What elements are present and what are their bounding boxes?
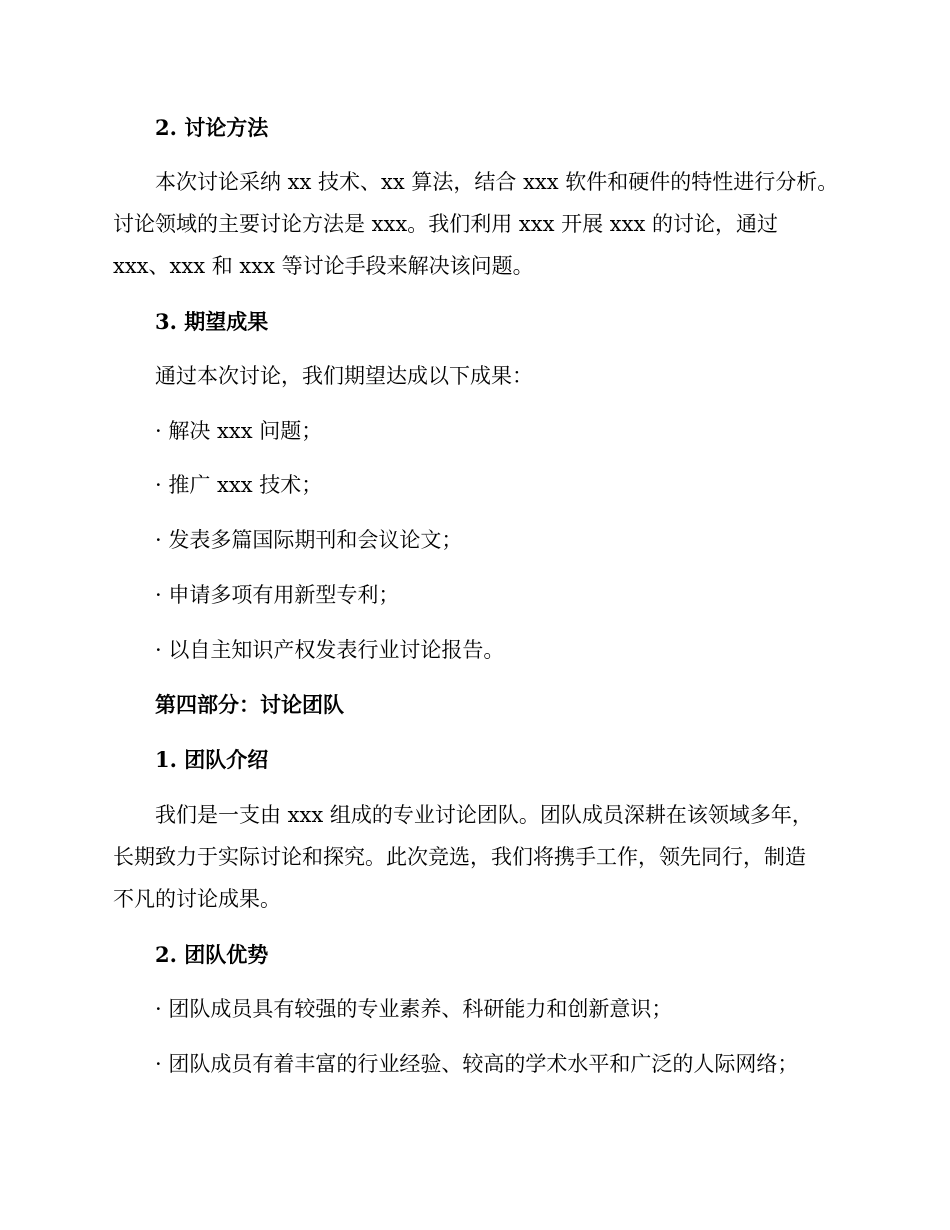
heading-part-four: 第四部分：讨论团队 — [155, 692, 344, 717]
list-item: · 申请多项有用新型专利； — [155, 583, 400, 607]
paragraph-line: 不凡的讨论成果。 — [113, 887, 281, 911]
list-item: · 解决 xxx 问题； — [155, 419, 323, 443]
list-item: · 发表多篇国际期刊和会议论文； — [155, 528, 463, 552]
heading-team-advantages: 2. 团队优势 — [155, 942, 269, 967]
results-intro: 通过本次讨论，我们期望达成以下成果： — [155, 364, 533, 388]
heading-team-intro: 1. 团队介绍 — [155, 747, 269, 772]
paragraph-line: 讨论领域的主要讨论方法是 xxx。我们利用 xxx 开展 xxx 的讨论，通过 — [113, 212, 778, 236]
heading-research-method: 2. 讨论方法 — [155, 115, 269, 140]
paragraph-line: xxx、xxx 和 xxx 等讨论手段来解决该问题。 — [113, 254, 534, 278]
heading-expected-results: 3. 期望成果 — [155, 309, 269, 334]
paragraph-line: 长期致力于实际讨论和探究。此次竞选，我们将携手工作，领先同行，制造 — [113, 845, 806, 869]
list-item: · 团队成员有着丰富的行业经验、较高的学术水平和广泛的人际网络； — [155, 1052, 799, 1076]
list-item: · 以自主知识产权发表行业讨论报告。 — [155, 638, 505, 662]
list-item: · 团队成员具有较强的专业素养、科研能力和创新意识； — [155, 997, 673, 1021]
paragraph-line: 本次讨论采纳 xx 技术、xx 算法，结合 xxx 软件和硬件的特性进行分析。 — [155, 170, 839, 194]
paragraph-line: 我们是一支由 xxx 组成的专业讨论团队。团队成员深耕在该领域多年， — [155, 803, 813, 827]
list-item: · 推广 xxx 技术； — [155, 473, 323, 497]
